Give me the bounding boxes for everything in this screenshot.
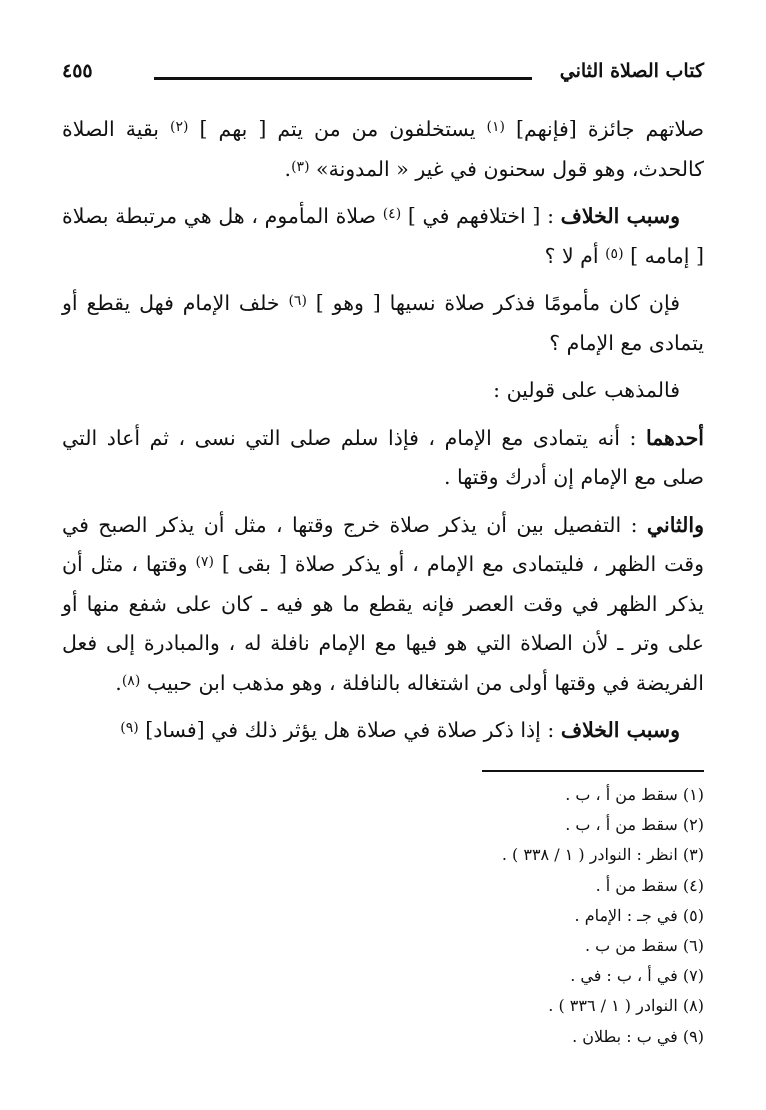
paragraph-text: : إذا ذكر صلاة في صلاة هل يؤثر ذلك في [فساد]: [138, 718, 561, 742]
footnote-item: (٤) سقط من أ .: [595, 875, 704, 895]
footnotes: [304, 780, 704, 1052]
page-number: ٤٥٥: [62, 60, 93, 82]
footnote-item: (١) سقط من أ ، ب .: [565, 785, 704, 804]
footnote-item: (٩) في ب : بطلان .: [572, 1026, 704, 1046]
page-header: [62, 58, 704, 90]
paragraph-text: خلف الإمام فهل يقطع أو يتمادى مع الإمام ؟: [62, 291, 704, 355]
paragraph-text: صلاتهم جائزة [فإنهم]: [504, 117, 704, 141]
footnote-reference: (١): [486, 119, 505, 135]
paragraph-text: يستخلفون من من يتم [ بهم ]: [188, 117, 487, 141]
paragraph: [62, 371, 704, 411]
paragraph: [62, 419, 704, 498]
paragraph-text: : أنه يتمادى مع الإمام ، فإذا سلم صلى التي نسى ، ثم أعاد التي صلى مع الإمام إن أدرك وقتها .: [62, 425, 704, 489]
footnote-item: (٢) سقط من أ ، ب .: [565, 815, 704, 835]
footnote-item: (٥) في جـ : الإمام .: [574, 905, 704, 925]
footnote-reference: (٨): [121, 672, 141, 689]
paragraph: [62, 284, 704, 363]
footnote-item: (٧) في أ ، ب : في .: [570, 966, 704, 986]
paragraph: [62, 506, 704, 704]
paragraph-text: صلاة المأموم ، هل هي مرتبطة بصلاة [ إمامه ]: [62, 204, 704, 268]
paragraph: [62, 197, 704, 276]
footnote-item: (٣) انظر : النوادر ( ١ / ٣٣٨ ) .: [501, 845, 704, 865]
paragraph-text: .: [284, 156, 292, 181]
footnote-separator: [482, 770, 704, 772]
footnote-reference: (٤): [382, 206, 402, 222]
paragraph: [62, 110, 704, 189]
footnote-reference: (٩): [120, 720, 139, 736]
footnote-reference: (٦): [288, 293, 307, 309]
paragraph-text: : [ اختلافهم في ]: [401, 204, 561, 228]
footnote-item: (٦) سقط من ب .: [584, 936, 704, 956]
paragraph-lead: أحدهما: [645, 425, 704, 450]
footnote-item: (٨) النوادر ( ١ / ٣٣٦ ) .: [548, 996, 704, 1016]
paragraph-text: وقتها ، مثل أن يذكر الظهر في وقت العصر فإنه يقطع ما هو فيه ـ كان على شفع منها أو على وتر ـ لأن الصلاة التي هو فيها مع الإمام نافلة له ، والمبادرة إلى فعل الفريضة في وقتها أولى من اشتغاله بالنافلة ، وهو مذهب ابن حبيب: [62, 552, 704, 695]
paragraph: [62, 711, 704, 751]
footnote-reference: (٧): [195, 554, 214, 570]
paragraph-text: فإن كان مأمومًا فذكر صلاة نسيها [ وهو ]: [306, 291, 680, 315]
paragraph-text: بقية الصلاة كالحدث، وهو قول سحنون في غير « المدونة»: [62, 117, 704, 181]
paragraph-text: أم لا ؟: [544, 243, 606, 268]
paragraph-text: فالمذهب على قولين :: [493, 378, 680, 402]
paragraph-lead: والثاني: [646, 512, 704, 537]
body-text: [62, 110, 704, 759]
paragraph-text: .: [115, 670, 122, 695]
paragraph-lead: وسبب الخلاف: [560, 204, 680, 228]
footnote-reference: (٥): [605, 245, 624, 262]
footnote-reference: (٣): [291, 158, 310, 175]
header-rule: [154, 77, 532, 80]
footnote-reference: (٢): [170, 119, 189, 135]
paragraph-lead: وسبب الخلاف: [560, 718, 680, 742]
paragraph-text: : التفصيل بين أن يذكر صلاة خرج وقتها ، مثل أن يذكر الصبح في وقت الظهر ، فليتمادى مع الإمام ، أو يذكر صلاة [ بقى ]: [62, 512, 704, 576]
running-title: كتاب الصلاة الثاني: [559, 60, 704, 82]
